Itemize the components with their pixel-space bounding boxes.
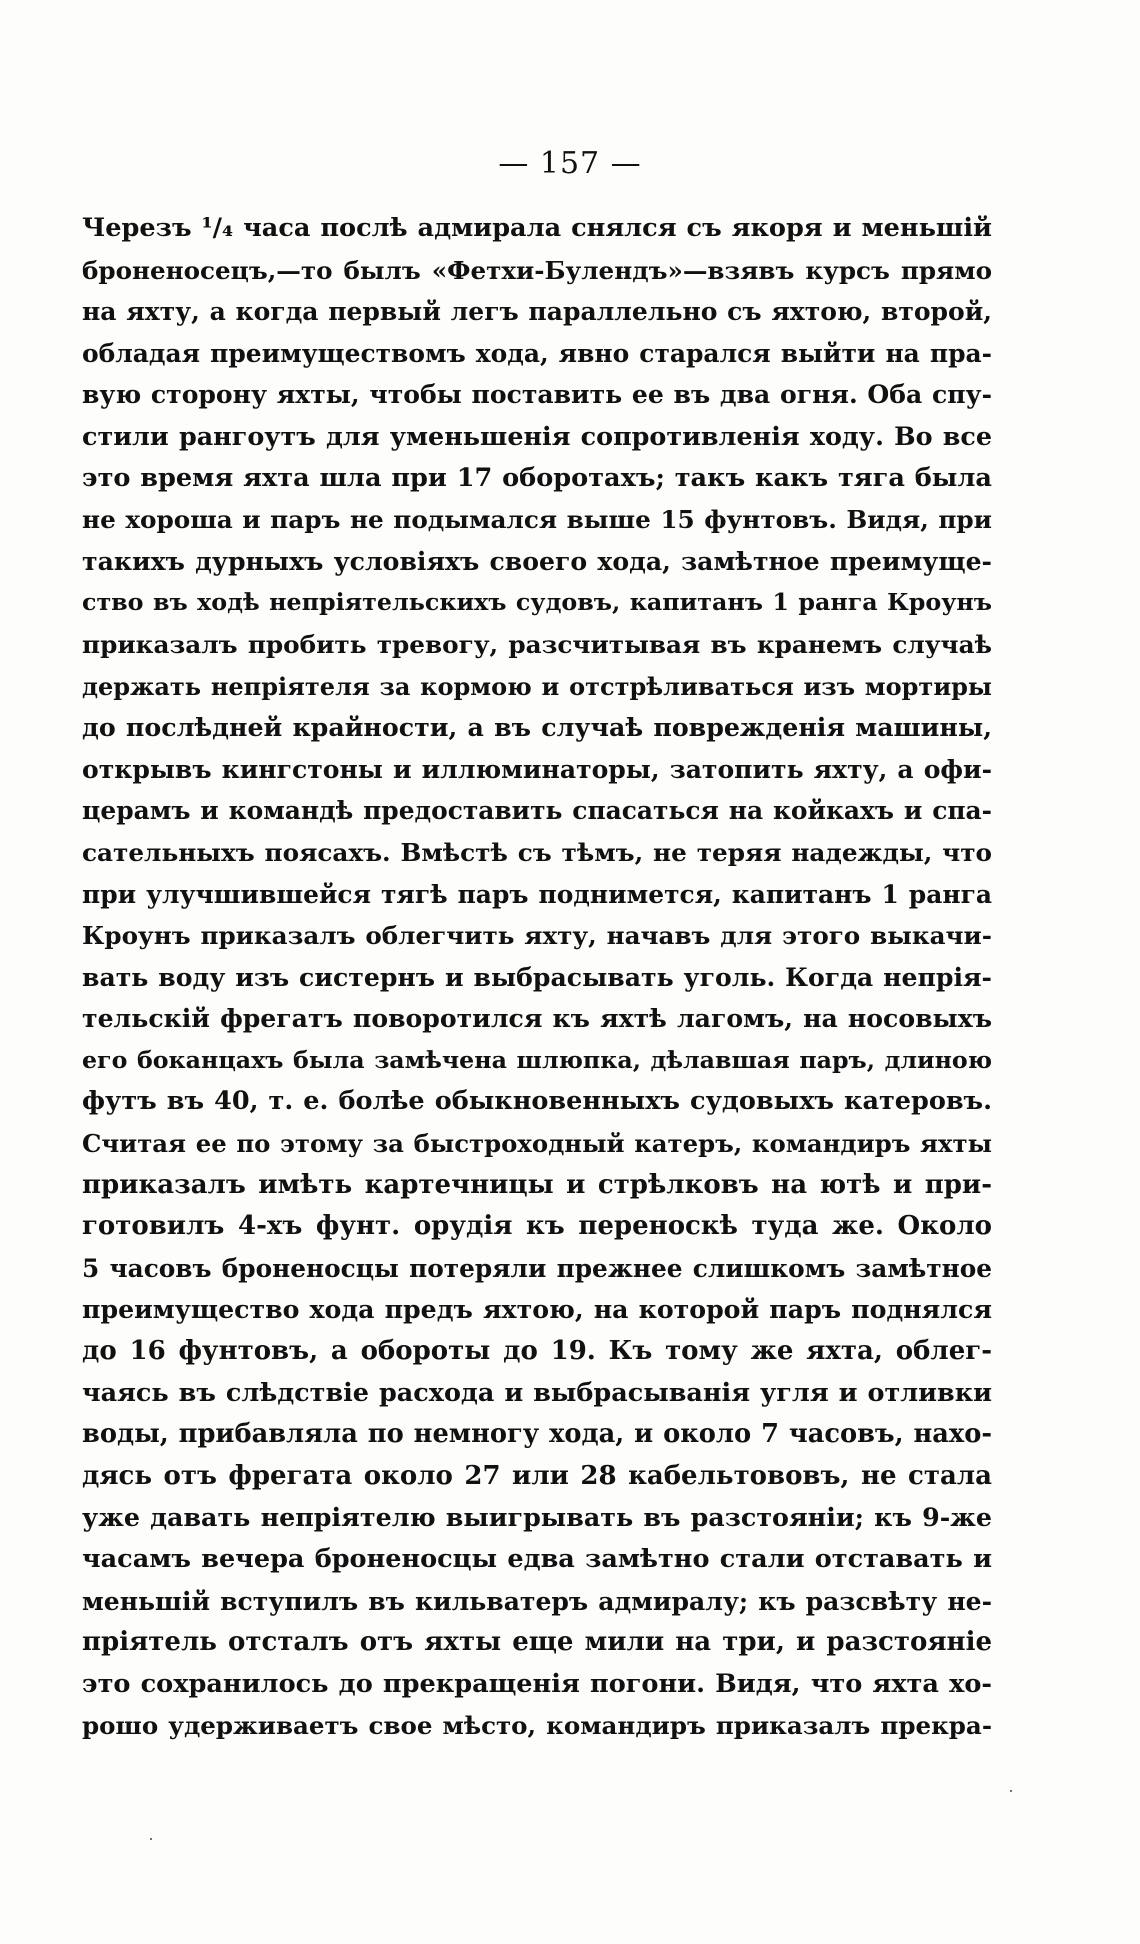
text-line: дясь отъ фрегата около 27 или 28 кабельтововъ, не стала bbox=[82, 1460, 992, 1491]
text-line: Кроунъ приказалъ облегчить яхту, начавъ для этого выкачи- bbox=[82, 921, 992, 951]
page-number: — 157 — bbox=[498, 146, 642, 181]
paper-speck bbox=[1010, 1790, 1012, 1792]
text-line: не хороша и паръ не подымался выше 15 фунтовъ. Видя, при bbox=[82, 505, 992, 535]
text-line: 5 часовъ броненосцы потеряли прежнее слишкомъ замѣтное bbox=[82, 1253, 992, 1283]
text-line: такихъ дурныхъ условіяхъ своего хода, замѣтное преимуще- bbox=[82, 545, 992, 576]
text-line: церамъ и командѣ предоставить спасаться на койкахъ и спа- bbox=[82, 796, 992, 826]
text-line: при улучшившейся тягѣ паръ поднимется, капитанъ 1 ранга bbox=[82, 879, 992, 909]
text-line: до послѣдней крайности, а въ случаѣ поврежденія машины, bbox=[82, 712, 992, 743]
text-line: рошо удерживаетъ свое мѣсто, командиръ приказалъ прекра- bbox=[82, 1711, 992, 1741]
text-line: до 16 фунтовъ, а обороты до 19. Къ тому же яхта, облег- bbox=[82, 1336, 992, 1367]
text-line: готовилъ 4-хъ фунт. орудія къ переноскѣ туда же. Около bbox=[82, 1211, 992, 1242]
text-line: часамъ вечера броненосцы едва замѣтно стали отставать и bbox=[82, 1544, 992, 1574]
text-line: обладая преимуществомъ хода, явно старался выйти на пра- bbox=[82, 338, 992, 368]
text-line: ство въ ходѣ непріятельскихъ судовъ, капитанъ 1 ранга Кроунъ bbox=[82, 588, 992, 617]
text-line: это сохранилось до прекращенія погони. Видя, что яхта хо- bbox=[82, 1668, 992, 1699]
text-line: приказалъ пробить тревогу, разсчитывая въ кранемъ случаѣ bbox=[82, 629, 992, 659]
text-line: вую сторону яхты, чтобы поставить ее въ два огня. Оба спу- bbox=[82, 379, 992, 410]
text-line: меньшій вступилъ въ кильватеръ адмиралу; къ разсвѣту не- bbox=[82, 1585, 992, 1616]
text-line: держать непріятеля за кормою и отстрѣливаться изъ мортиры bbox=[82, 671, 992, 701]
text-line: футъ въ 40, т. е. болѣе обыкновенныхъ судовыхъ катеровъ. bbox=[82, 1086, 992, 1117]
text-line: открывъ кингстоны и иллюминаторы, затопить яхту, а офи- bbox=[82, 753, 992, 784]
body-text bbox=[82, 208, 992, 1747]
text-line: преимущество хода предъ яхтою, на которой паръ поднялся bbox=[82, 1294, 992, 1325]
text-line: чаясь въ слѣдствіе расхода и выбрасыванія угля и отливки bbox=[82, 1377, 992, 1408]
paper-speck bbox=[150, 1838, 152, 1840]
text-line: стили рангоутъ для уменьшенія сопротивленія ходу. Во все bbox=[82, 420, 992, 451]
text-line: это время яхта шла при 17 оборотахъ; такъ какъ тяга была bbox=[82, 462, 992, 493]
text-line: тельскій фрегатъ поворотился къ яхтѣ лагомъ, на носовыхъ bbox=[82, 1003, 992, 1034]
text-line: Черезъ ¹/₄ часа послѣ адмирала снялся съ якоря и меньшій bbox=[82, 213, 992, 243]
text-line: его боканцахъ была замѣчена шлюпка, дѣлавшая паръ, длиною bbox=[82, 1045, 992, 1074]
text-line: сательныхъ поясахъ. Вмѣстѣ съ тѣмъ, не теряя надежды, что bbox=[82, 837, 992, 867]
text-line: уже давать непріятелю выигрывать въ разстояніи; къ 9-же bbox=[82, 1502, 992, 1533]
text-line: на яхту, а когда первый легъ параллельно съ яхтою, второй, bbox=[82, 297, 992, 327]
text-line: воды, прибавляла по немногу хода, и около 7 часовъ, нахо- bbox=[82, 1419, 992, 1450]
text-line: пріятель отсталъ отъ яхты еще мили на три, и разстояніе bbox=[82, 1627, 992, 1658]
text-line: вать воду изъ систернъ и выбрасывать уголь. Когда непрія- bbox=[82, 961, 992, 992]
text-line: приказалъ имѣть картечницы и стрѣлковъ на ютѣ и при- bbox=[82, 1169, 992, 1200]
text-line: броненосецъ,—то былъ «Фетхи-Булендъ»—взявъ курсъ прямо bbox=[82, 255, 992, 285]
text-line: Считая ее по этому за быстроходный катеръ, командиръ яхты bbox=[82, 1129, 992, 1159]
